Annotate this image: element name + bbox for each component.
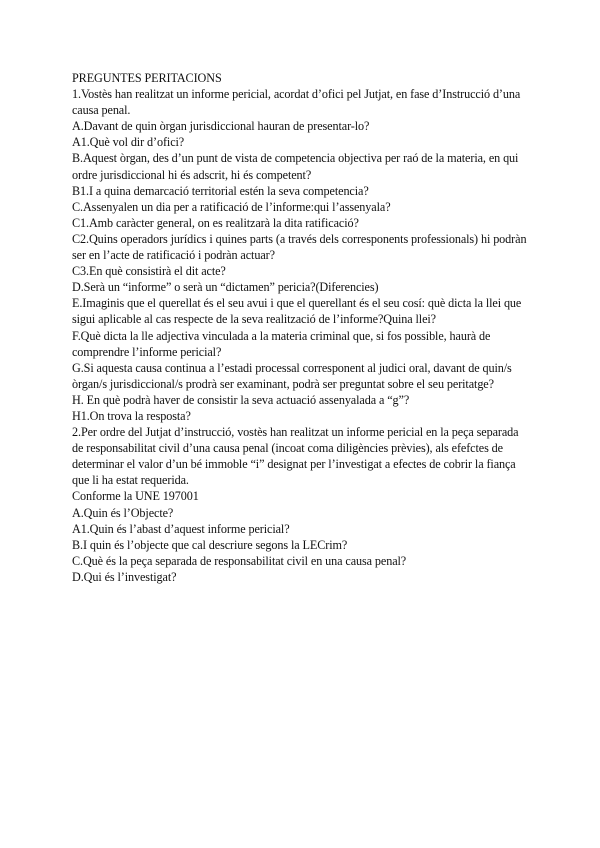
question-1-c: C.Assenyalen un dia per a ratificació de l’informe:qui l’assenyala? (72, 199, 391, 214)
question-1-c1: C1.Amb caràcter general, on es realitzarà la dita ratificació? (72, 215, 359, 230)
question-1-h: H. En què podrà haver de consistir la seva actuació assenyalada a “g”? (72, 392, 410, 407)
question-1-g: G.Si aquesta causa continua a l’estadi processal corresponent al judici oral, davant de quin/s òrgan/s jurisdiccional/s prodrà ser examinant, podrà ser preguntat sobre el seu peritatge? (72, 360, 512, 391)
document-title: PREGUNTES PERITACIONS (72, 71, 222, 85)
question-1-intro: 1.Vostès han realitzat un informe pericial, acordat d’ofici pel Jutjat, en fase d’Instrucció d’una causa penal. (72, 87, 521, 118)
question-2-a: A.Quin és l’Objecte? (72, 505, 174, 520)
question-1-a: A.Davant de quin òrgan jurisdiccional hauran de presentar-lo? (72, 119, 370, 134)
question-1-d: D.Serà un “informe” o serà un “dictamen” pericia?(Diferencies) (72, 280, 379, 295)
question-1-b: B.Aquest òrgan, des d’un punt de vista de competencia objectiva per raó de la materia, en qui ordre jurisdiccional hi és adscrit, hi és competent? (72, 151, 519, 182)
question-2-a1: A1.Quin és l’abast d’aquest informe pericial? (72, 521, 290, 536)
question-1-a1: A1.Què vol dir d’ofici? (72, 135, 185, 150)
standard-reference: Conforme la UNE 197001 (72, 489, 199, 504)
question-2-d: D.Qui és l’investigat? (72, 569, 177, 584)
question-1-h1: H1.On trova la resposta? (72, 408, 191, 423)
question-2-b: B.I quin és l’objecte que cal descriure segons la LECrim? (72, 537, 348, 552)
question-1-b1: B1.I a quina demarcació territorial estén la seva competencia? (72, 183, 369, 198)
question-1-f: F.Què dicta la lle adjectiva vinculada a la materia criminal que, si fos possible, haurà de comprendre l’informe pericial? (72, 328, 491, 359)
question-2-c: C.Què és la peça separada de responsabilitat civil en una causa penal? (72, 553, 407, 568)
question-1-e: E.Imaginis que el querellat és el seu avui i que el querellant és el seu cosí: què dicta la llei que sigui aplicable al cas respecte de la seva realització de l’informe?Quina llei? (72, 296, 522, 327)
document-page (72, 70, 532, 585)
question-2-intro: 2.Per ordre del Jutjat d’instrucció, vostès han realitzat un informe pericial en la peça separada de responsabilitat civil d’una causa penal (incoat coma diligències prèvies), als efefctes de determinar el valor d’un bé immoble “i” designat per l’investigat a efectes de cobrir la fiança que li ha estat requerida. (72, 425, 519, 488)
question-1-c3: C3.En què consistirà el dit acte? (72, 264, 226, 279)
question-1-c2: C2.Quins operadors jurídics i quines parts (a través dels corresponents professionals) hi podràn ser en l’acte de ratificació i podràn actuar? (72, 231, 527, 263)
